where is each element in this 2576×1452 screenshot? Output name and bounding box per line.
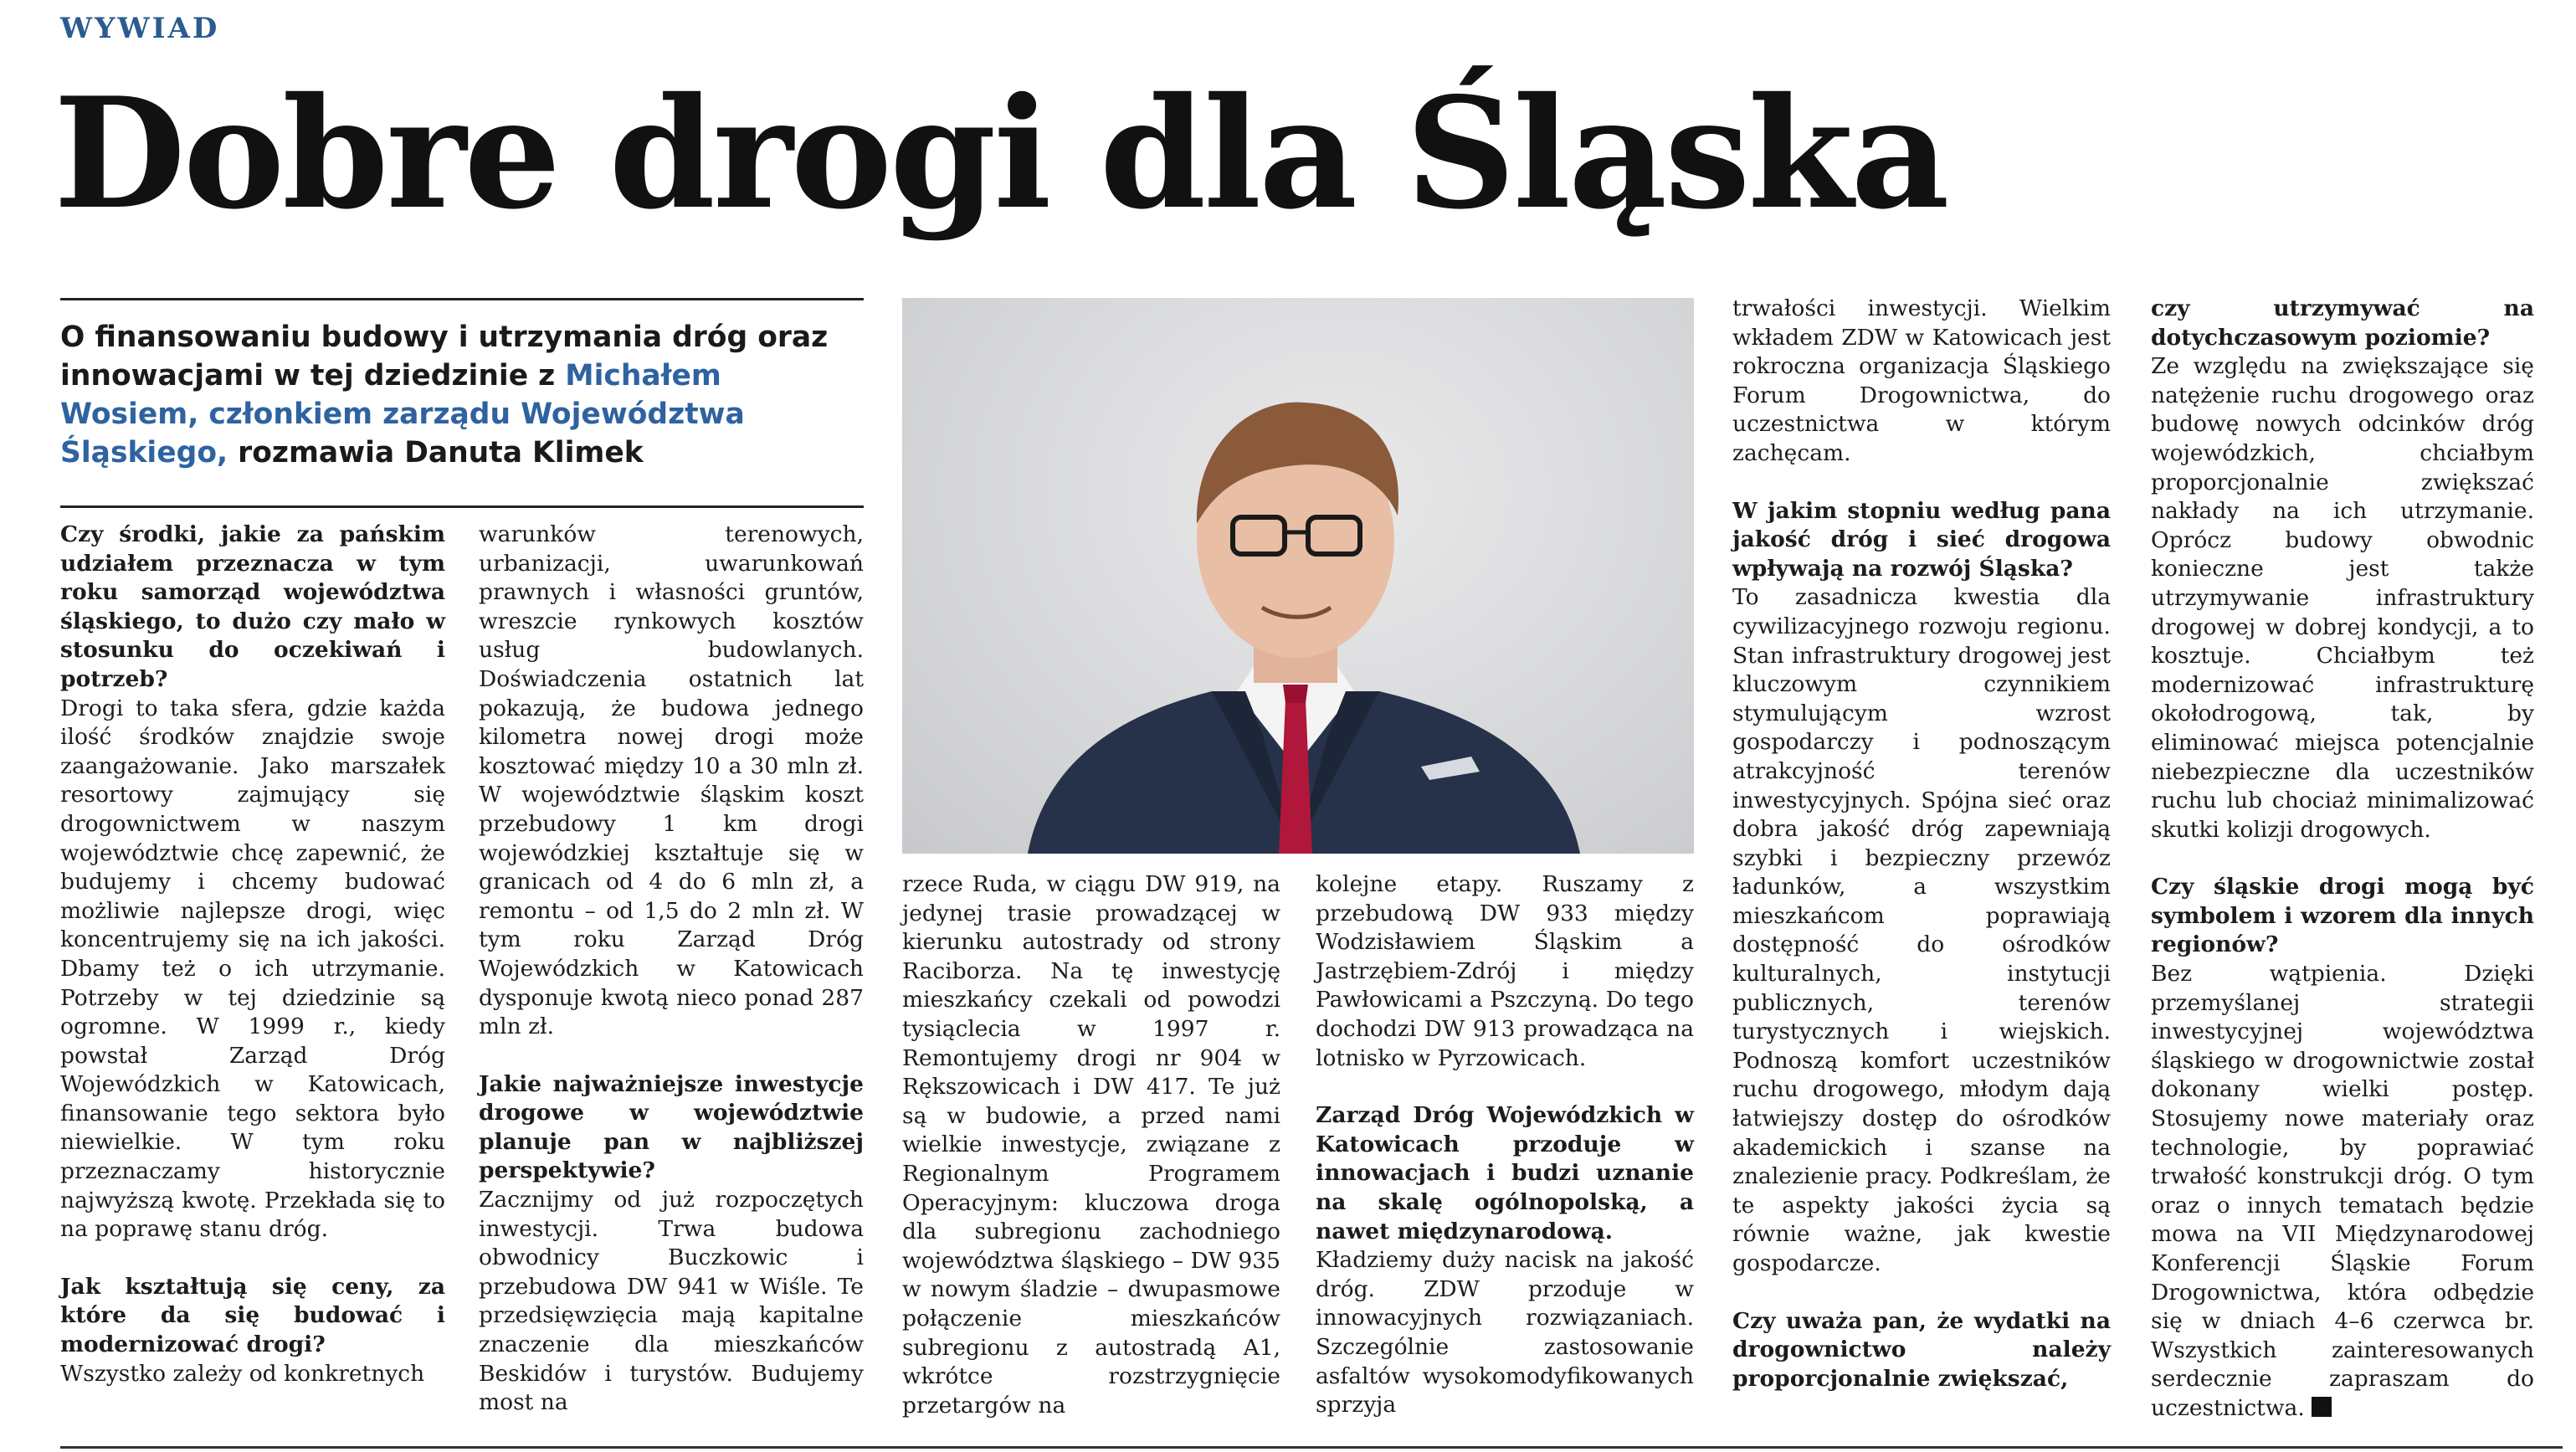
bottom-rule: [60, 1446, 2563, 1449]
lead-part1: O finansowaniu budowy i utrzymania dróg oraz innowacjami w tej dziedzinie z: [60, 321, 829, 393]
lead-bottom-rule: [60, 505, 864, 508]
article-column-3: [902, 870, 1280, 1420]
question-7: Czy śląskie drogi mogą być symbolem i wzorem dla innych regionów?: [2151, 874, 2534, 958]
answer-7: Bez wątpienia. Dzięki przemyślanej strategii inwestycyjnej województwa śląskiego w drogownictwie został dokonany wielki postęp. Stosujemy nowe materiały oraz technologie, by poprawiać trwałość konstrukcji dróg. O tym oraz o innych tematach będzie mowa na VII Międzynarodowej Konferencji Śląskie Forum Drogownictwa, która odbędzie się w dniach 4–6 czerwca br. Wszystkich zainteresowanych serdecznie zapraszam do uczestnictwa.: [2151, 961, 2534, 1421]
answer-4-start: Kładziemy duży nacisk na jakość dróg. ZDW przoduje w innowacyjnych rozwiązaniach. Szczególnie zastosowanie asfaltów wysokomodyfikowanych sprzyja: [1316, 1247, 1694, 1419]
answer-3-start: Zacznijmy od już rozpoczętych inwestycji. Trwa budowa obwodnicy Buczkowic i przebudowa DW 941 w Wiśle. Te przedsięwzięcia mają kapitalne znaczenie dla mieszkańców Beskidów i turystów. Budujemy most na: [479, 1187, 864, 1416]
lead-interviewee: Michałem Wosiem, członkiem zarządu Województwa Śląskiego,: [60, 359, 745, 469]
question-2: Jak kształtują się ceny, za które da się budować i modernizować drogi?: [60, 1273, 445, 1358]
answer-2-start: Wszystko zależy od konkretnych: [60, 1360, 425, 1387]
answer-7-paragraph: [2151, 960, 2534, 1424]
answer-6: Ze względu na zwiększające się natężenie ruchu drogowego oraz budowę nowych odcinków dróg wojewódzkich, chciałbym proporcjonalnie zwiększać nakłady na ich utrzymanie. Oprócz budowy obwodnic konieczne jest także utrzymywanie infrastruktury drogowej w dobrej kondycji, a to kosztuje. Chciałbym też modernizować infrastrukturę okołodrogową, tak, by eliminować miejsca potencjalnie niebezpieczne dla uczestników ruchu lub chociaż minimalizować skutki kolizji drogowych.: [2151, 353, 2534, 843]
lead-paragraph: [60, 318, 864, 472]
end-of-article-mark: [2312, 1397, 2332, 1417]
question-3: Jakie najważniejsze inwestycje drogowe w województwie planuje pan w najbliższej perspektywie?: [479, 1070, 864, 1184]
section-tag: WYWIAD: [60, 12, 220, 45]
lead-part2: rozmawia Danuta Klimek: [228, 436, 644, 469]
article-column-6: [2151, 295, 2534, 1424]
article-column-5: [1732, 295, 2111, 1393]
question-6-start: Czy uważa pan, że wydatki na drogownictwo należy proporcjonalnie zwiększać,: [1732, 1307, 2111, 1392]
headline: Dobre drogi dla Śląska: [54, 64, 1947, 243]
answer-5: To zasadnicza kwestia dla cywilizacyjnego rozwoju regionu. Stan infrastruktury drogowej jest kluczowym czynnikiem stymulującym wzrost gospodarczy i podnoszącym atrakcyjność terenów inwestycyjnych. Spójna sieć oraz dobra jakość dróg zapewniają szybki i bezpieczny przewóz ładunków, a wszystkim mieszkańcom poprawiają dostępność do ośrodków kulturalnych, instytucji publicznych, terenów turystycznych i wiejskich. Podnoszą komfort uczestników ruchu drogowego, młodym dają łatwiejszy dostęp do ośrodków akademickich i szanse na znalezienie pracy. Podkreślam, że te aspekty jakości życia są równie ważne, jak kwestie gospodarcze.: [1732, 584, 2111, 1276]
answer-1: Drogi to taka sfera, gdzie każda ilość środków znajdzie swoje zaangażowanie. Jako marszałek resortowy zajmujący się drogownictwem w naszym województwie chcę zapewnić, że budujemy i chcemy budować możliwie najlepsze drogi, więc koncentrujemy się na ich jakości. Dbamy też o ich utrzymanie. Potrzeby w tej dziedzinie są ogromne. W 1999 r., kiedy powstał Zarząd Dróg Wojewódzkich w Katowicach, finansowanie tego sektora było niewielkie. W tym roku przeznaczamy historycznie najwyższą kwotę. Przekłada się to na poprawę stanu dróg.: [60, 695, 445, 1243]
answer-3-cont: rzece Ruda, w ciągu DW 919, na jedynej trasie prowadzącej w kierunku autostrady od strony Raciborza. Na tę inwestycję mieszkańcy czekali od powodzi tysiąclecia w 1997 r. Remontujemy drogi nr 904 w Rększowicach i DW 417. Te już są w budowie, a przed nami wielkie inwestycje, związane z Regionalnym Programem Operacyjnym: kluczowa droga dla subregionu zachodniego województwa śląskiego – DW 935 w nowym śladzie – dwupasmowe połączenie mieszkańców subregionu z autostradą A1, wkrótce rozstrzygnięcie przetargów na: [902, 871, 1280, 1419]
question-6-cont: czy utrzymywać na dotychczasowym poziomie?: [2151, 295, 2534, 351]
question-5: W jakim stopniu według pana jakość dróg i sieć drogowa wpływają na rozwój Śląska?: [1732, 497, 2111, 582]
article-column-2: [479, 521, 864, 1418]
question-4: Zarząd Dróg Wojewódzkich w Katowicach przoduje w innowacjach i budzi uznanie na skalę ogólnopolską, a nawet międzynarodową.: [1316, 1102, 1694, 1244]
answer-4-cont: trwałości inwestycji. Wielkim wkładem ZDW w Katowicach jest rokroczna organizacja Śląskiego Forum Drogownictwa, do uczestnictwa w którym zachęcam.: [1732, 295, 2111, 466]
article-column-4: [1316, 870, 1694, 1420]
interviewee-photo: [902, 298, 1694, 854]
answer-3-end: kolejne etapy. Ruszamy z przebudową DW 933 między Wodzisławiem Śląskim a Jastrzębiem-Zdrój i między Pawłowicami a Pszczyną. Do tego dochodzi DW 913 prowadząca na lotnisko w Pyrzowicach.: [1316, 871, 1694, 1071]
lead-top-rule: [60, 298, 864, 300]
portrait-illustration: [902, 298, 1694, 854]
answer-2-cont: warunków terenowych, urbanizacji, uwarunkowań prawnych i własności gruntów, wreszcie rynkowych kosztów usług budowlanych. Doświadczenia ostatnich lat pokazują, że budowa jednego kilometra nowej drogi może kosztować między 10 a 30 mln zł. W województwie śląskim koszt przebudowy 1 km drogi wojewódzkiej kształtuje się w granicach od 4 do 6 mln zł, a remontu – od 1,5 do 2 mln zł. W tym roku Zarząd Dróg Wojewódzkich w Katowicach dysponuje kwotą nieco ponad 287 mln zł.: [479, 521, 864, 1040]
question-1: Czy środki, jakie za pańskim udziałem przeznacza w tym roku samorząd województwa śląskiego, to dużo czy mało w stosunku do oczekiwań i potrzeb?: [60, 521, 445, 692]
article-column-1: [60, 521, 445, 1388]
